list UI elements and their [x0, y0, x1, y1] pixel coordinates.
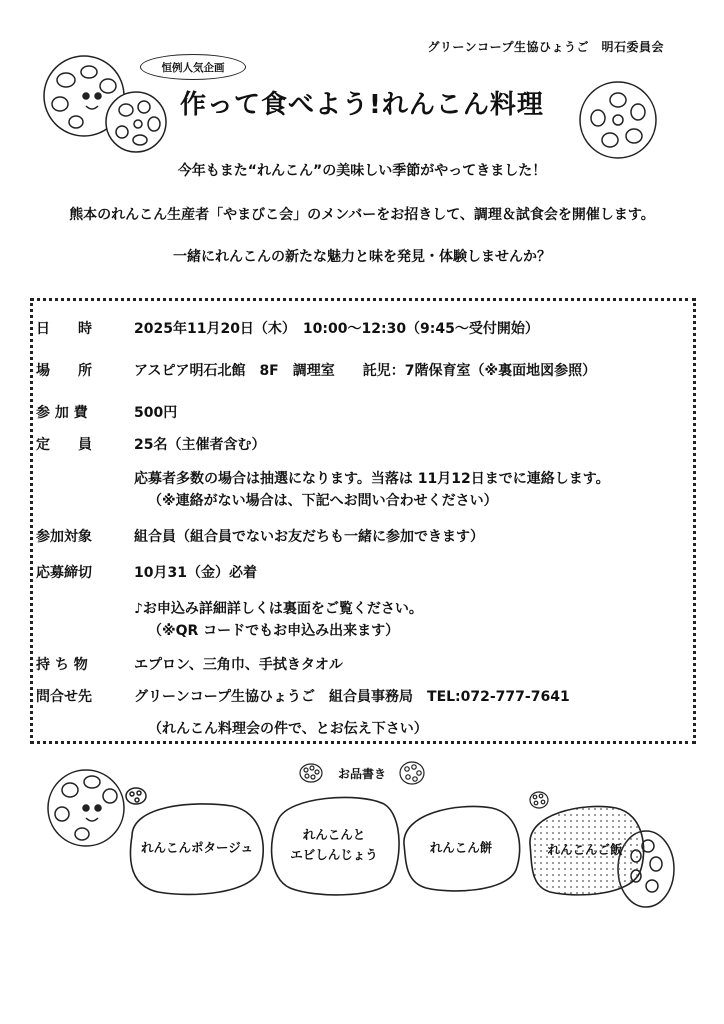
apply-note: ♪お申込み詳細詳しくは裏面をご覧ください。 — [134, 601, 423, 617]
intro-line-2: 熊本のれんこん生産者「やまびこ会」のメンバーをお招きして、調理＆試食会を開催します。 — [69, 207, 655, 223]
tag-bubble: 恒例人気企画 — [140, 54, 246, 80]
menu-item-potage: れんこんポタージュ — [140, 840, 253, 855]
capacity-value: 25名（主催者含む） — [134, 437, 266, 453]
fee-value: 500円 — [134, 405, 178, 421]
bring-label: 持 ち 物 — [36, 657, 88, 673]
place-value: アスピア明石北館 8F 調理室 託児：7階保育室（※裏面地図参照） — [134, 363, 597, 379]
date-label: 日 時 — [36, 321, 92, 337]
menu-item-rice: れんこんご飯 — [547, 842, 623, 857]
menu-item-mochi: れんこん餅 — [429, 840, 493, 855]
deadline-label: 応募締切 — [36, 565, 92, 581]
lottery-note: 応募者多数の場合は抽選になります。当落は 11月12日までに連絡します。 — [134, 471, 610, 487]
target-label: 参加対象 — [36, 529, 92, 545]
contact-label: 問合せ先 — [36, 689, 92, 705]
lotus-root-small-icon — [398, 760, 426, 786]
target-value: 組合員（組合員でないお友だちも一緒に参加できます） — [134, 529, 484, 545]
deadline-value: 10月31（金）必着 — [134, 565, 257, 581]
menu-item-shinjo: れんこんと エビしんじょう — [290, 827, 378, 862]
capacity-label: 定 員 — [36, 437, 92, 453]
contact-value: グリーンコープ生協ひょうご 組合員事務局 TEL:072-777-7641 — [134, 689, 570, 705]
bring-value: エプロン、三角巾、手拭きタオル — [134, 657, 343, 673]
organization-name: グリーンコープ生協ひょうご 明石委員会 — [427, 40, 664, 54]
intro-line-3: 一緒にれんこんの新たな魅力と味を発見・体験しませんか？ — [173, 249, 551, 265]
lottery-note-2: （※連絡がない場合は、下記へお問い合わせください） — [148, 493, 498, 509]
fee-label: 参 加 費 — [36, 405, 88, 421]
lotus-root-slice-icon — [576, 78, 660, 162]
page-title: 作って食べよう!れんこん料理 — [180, 90, 544, 120]
contact-note: （れんこん料理会の件で、とお伝え下さい） — [148, 721, 428, 737]
intro-line-1: 今年もまた“れんこん”の美味しい季節がやってきました！ — [177, 163, 547, 179]
date-value: 2025年11月20日（木） 10:00〜12:30（9:45〜受付開始） — [134, 321, 539, 337]
apply-note-2: （※QR コードでもお申込み出来ます） — [148, 623, 400, 639]
menu-title: お品書き — [337, 767, 386, 781]
place-label: 場 所 — [36, 363, 92, 379]
